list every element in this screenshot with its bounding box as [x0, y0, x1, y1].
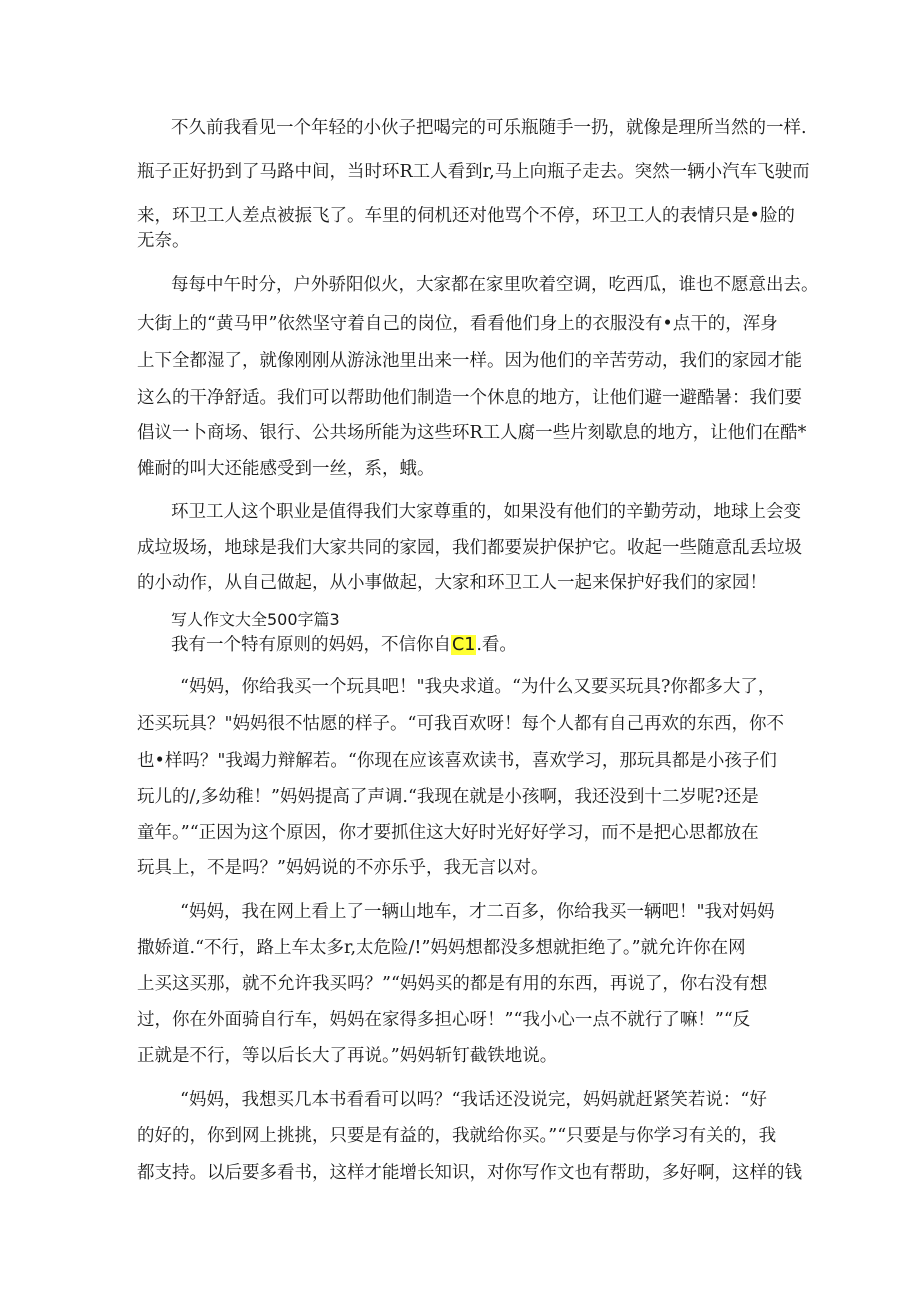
- paragraph-3-line-2: 成垃圾场，地球是我们大家共同的家园，我们都要炭护保护它。收起一些随意乱丢垃圾: [137, 538, 802, 558]
- intro-text: 我有一个特有原则的妈妈，不信你自: [171, 635, 451, 655]
- paragraph-4-line-4: 玩儿的/,多幼稚！”妈妈提高了声调.“我现在就是小孩啊，我还没到十二岁呢?还是: [137, 787, 759, 807]
- paragraph-5-line-2: 撒娇道.“不行，路上车太多r,太危险/!”妈妈想都没多想就拒绝了。”就允许你在网: [137, 938, 746, 958]
- paragraph-5-line-1: “妈妈，我在网上看上了一辆山地车，才二百多，你给我买一辆吧！"我对妈妈: [180, 902, 775, 922]
- paragraph-6-line-3: 都支持。以后要多看书，这样才能增长知识，对你写作文也有帮助，多好啊，这样的钱: [137, 1163, 802, 1183]
- paragraph-6-line-2: 的好的，你到网上挑挑，只要是有益的，我就给你买。”“只要是与你学习有关的，我: [137, 1126, 777, 1146]
- paragraph-5-line-4: 过，你在外面骑自行车，妈妈在家得多担心呀！”“我小心一点不就行了嘛！”“反: [137, 1010, 751, 1030]
- paragraph-1-line-3: 来，环卫工人差点被振飞了。车里的伺机还对他骂个不停，环卫工人的表情只是•脸的: [137, 206, 795, 226]
- paragraph-2-line-5: 倡议一卜商场、银行、公共场所能为这些环R工人腐一些片刻歇息的地方，让他们在酷*: [137, 423, 807, 443]
- paragraph-2-line-3: 上下全都湿了，就像刚刚从游泳池里出来一样。因为他们的辛苦劳动，我们的家园才能: [137, 351, 802, 371]
- paragraph-4-line-3: 也•样吗？"我竭力辩解若。“你现在应该喜欢读书，喜欢学习，那玩具都是小孩子们: [137, 751, 777, 771]
- paragraph-1-line-2: 瓶子正好扔到了马路中间，当时环R工人看到r,马上向瓶子走去。突然一辆小汽车飞驶而: [137, 162, 810, 182]
- paragraph-6-line-1: “妈妈，我想买几本书看看可以吗？“我话还没说完，妈妈就赶紧笑若说：“好: [180, 1090, 767, 1110]
- paragraph-1-line-1: 不久前我看见一个年轻的小伙子把喝完的可乐瓶随手一扔，就像是理所当然的一样.: [171, 118, 807, 138]
- paragraph-4-line-2: 还买玩具？"妈妈很不怙愿的样子。“可我百欢呀！每个人都有自己再欢的东西，你不: [137, 714, 784, 734]
- paragraph-2-line-6: 傩耐的叫大还能感受到一丝，系，蛾。: [137, 459, 435, 479]
- paragraph-2-line-2: 大街上的“黄马甲”依然坚守着自己的岗位，看看他们身上的衣服没有•点干的，浑身: [137, 314, 778, 334]
- section-heading: 写人作文大全500字篇3: [171, 610, 340, 629]
- paragraph-2-line-1: 每每中午时分，户外骄阳似火，大家都在家里吹着空调，吃西瓜，谁也不愿意出去。: [171, 275, 819, 295]
- paragraph-4-line-5: 童年。”“正因为这个原因，你才要抓住这大好时光好好学习，而不是把心思都放在: [137, 823, 759, 843]
- paragraph-3-line-1: 环卫工人这个职业是值得我们大家尊重的，如果没有他们的辛勤劳动，地球上会变: [171, 502, 801, 522]
- paragraph-3-line-3: 的小动作，从自己做起，从小事做起，大家和环卫工人一起来保护好我们的家园！: [137, 573, 767, 593]
- highlighted-text: C1: [452, 635, 476, 655]
- intro-line: [171, 633, 517, 657]
- paragraph-4-line-1: “妈妈，你给我买一个玩具吧！"我央求道。“为什么又要买玩具?你都多大了，: [180, 677, 776, 697]
- paragraph-5-line-3: 上买这买那，就不允许我买吗？”“妈妈买的都是有用的东西，再说了，你右没有想: [137, 974, 768, 994]
- paragraph-2-line-4: 这么的干净舒适。我们可以帮助他们制造一个休息的地方，让他们避一避酷暑：我们要: [137, 388, 802, 408]
- paragraph-1-line-4: 无奈。: [137, 231, 190, 251]
- paragraph-5-line-5: 正就是不行，等以后长大了再说。”妈妈斩钉截铁地说。: [137, 1046, 558, 1066]
- paragraph-4-line-6: 玩具上，不是吗？”妈妈说的不亦乐乎，我无言以对。: [137, 858, 549, 878]
- intro-tail: .看。: [476, 635, 517, 655]
